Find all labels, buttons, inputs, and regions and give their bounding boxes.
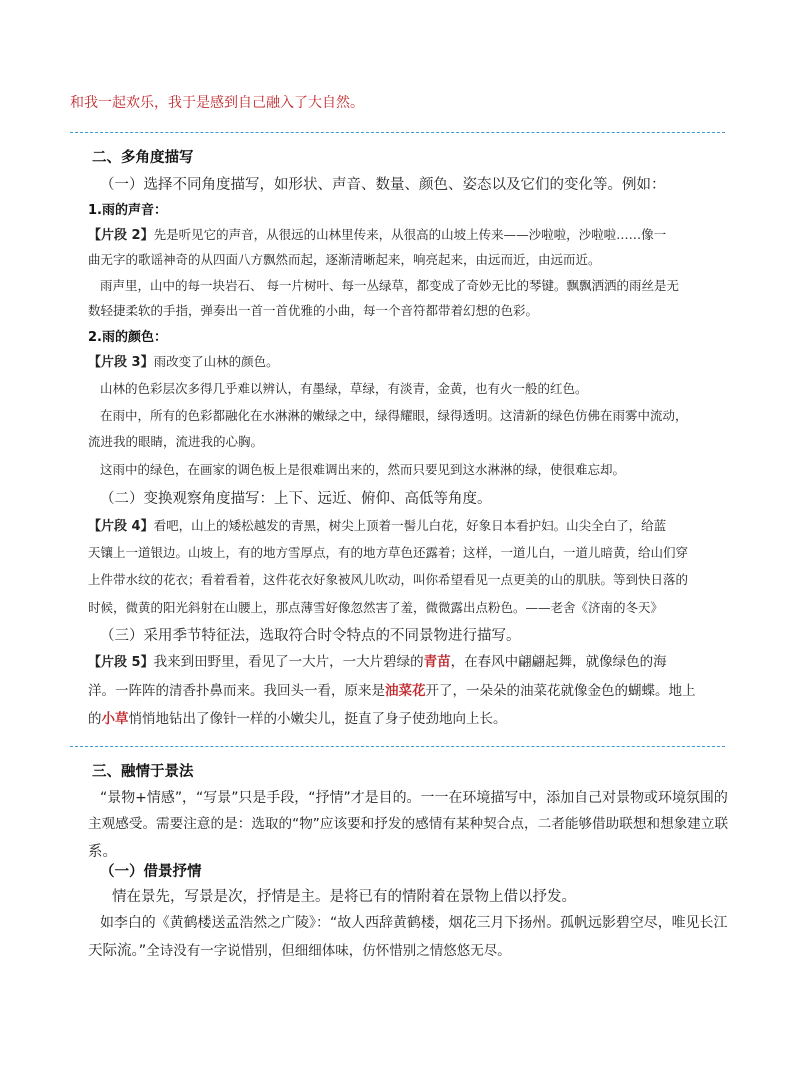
fragment3-line5: 这雨中的绿色，在画家的调色板上是很难调出来的，然而只要见到这水淋淋的绿，使很难忘却。 <box>100 462 626 477</box>
fragment5-line1: 【片段 5】我来到田野里，看见了一大片，一大片碧绿的青苗，在春风中翩翩起舞，就像绿色的海 <box>88 654 667 670</box>
section3-sub1: （一）借景抒情 <box>100 864 202 880</box>
rain-sound-heading: 1.雨的声音： <box>88 203 167 218</box>
section3-heading: 三、融情于景法 <box>92 764 194 780</box>
fragment4-tag: 【片段 4】 <box>88 519 154 534</box>
fragment2-line3: 雨声里，山中的每一块岩石、 每一片树叶、每一丛绿草，都变成了奇妙无比的琴键。飘飘洒洒的雨丝是无 <box>100 278 679 293</box>
fragment3-line4: 流进我的眼睛，流进我的心胸。 <box>88 434 264 449</box>
fragment2-tag: 【片段 2】 <box>88 228 154 243</box>
fragment3-line1: 【片段 3】雨改变了山林的颜色。 <box>88 354 279 370</box>
section3-para3-line1: 如李白的《黄鹤楼送孟浩然之广陵》：“故人西辞黄鹤楼，烟花三月下扬州。孤帆远影碧空尽，唯见长江 <box>100 915 728 931</box>
fragment4-line2: 天镶上一道银边。山坡上，有的地方雪厚点，有的地方草色还露着；这样，一道儿白，一道儿暗黄，给山们穿 <box>88 545 689 560</box>
highlight-youcaihua: 油菜花 <box>385 683 426 699</box>
section2-sub2: （二）变换观察角度描写：上下、远近、俯仰、高低等角度。 <box>100 491 492 507</box>
fragment3-line2: 山林的色彩层次多得几乎难以辨认，有墨绿，草绿，有淡青，金黄，也有火一般的红色。 <box>100 381 588 396</box>
section3-para1-line1: “景物+情感”，“写景”只是手段，“抒情”才是目的。一一在环境描写中，添加自己对景物或环境氛围的 <box>100 790 728 806</box>
fragment3-tag: 【片段 3】 <box>88 355 154 370</box>
highlight-xiaocao: 小草 <box>101 711 129 727</box>
section3-para2: 情在景先，写景是次，抒情是主。是将已有的情附着在景物上借以抒发。 <box>112 889 576 905</box>
section3-para3-line2: 天际流。”全诗没有一字说惜别，但细细体味，仿怀惜别之情悠悠无尽。 <box>88 943 511 959</box>
section2-heading: 二、多角度描写 <box>92 150 194 166</box>
section-divider <box>70 132 725 133</box>
fragment2-line1: 【片段 2】先是听见它的声音，从很远的山林里传来，从很高的山坡上传来——沙啦啦，沙啦啦……像一 <box>88 227 667 243</box>
section3-para1-line3: 系。 <box>88 844 117 860</box>
fragment2-line4: 数轻捷柔软的手指，弹奏出一首一首优雅的小曲，每一个音符都带着幻想的色彩。 <box>88 303 539 318</box>
highlight-qingmiao: 青苗 <box>423 654 451 670</box>
intro-line: 和我一起欢乐，我于是感到自己融入了大自然。 <box>70 95 364 111</box>
rain-color-heading: 2.雨的颜色： <box>88 330 167 345</box>
fragment5-line3: 的小草悄悄地钻出了像针一样的小嫩尖儿，挺直了身子使劲地向上长。 <box>88 711 507 727</box>
fragment4-line1: 【片段 4】看吧，山上的矮松越发的青黑，树尖上顶着一髻儿白花，好象日本看护妇。山尖全白了，给蓝 <box>88 518 667 534</box>
section2-sub3: （三）采用季节特征法，选取符合时令特点的不同景物进行描写。 <box>100 628 521 644</box>
fragment5-line2: 洋。一阵阵的清香扑鼻而来。我回头一看，原来是油菜花开了，一朵朵的油菜花就像金色的蝴蝶。地上 <box>88 683 696 699</box>
section-divider-2 <box>70 746 725 747</box>
fragment4-line3: 上件带水纹的花衣；看着看着，这件花衣好象被风儿吹动，叫你希望看见一点更美的山的肌肤。等到快日落的 <box>88 572 689 587</box>
section2-sub1: （一）选择不同角度描写，如形状、声音、数量、颜色、姿态以及它们的变化等。例如： <box>100 177 666 193</box>
fragment5-tag: 【片段 5】 <box>88 655 154 670</box>
fragment4-line4: 时候，微黄的阳光斜射在山腰上，那点薄雪好像忽然害了羞，微微露出点粉色。——老舍《济南的冬天》 <box>88 600 664 615</box>
fragment2-line2: 曲无字的歌谣神奇的从四面八方飘然而起，逐渐清晰起来，响亮起来，由远而近，由远而近。 <box>88 252 601 267</box>
section3-para1-line2: 主观感受。需要注意的是：选取的“物”应该要和抒发的感情有某种契合点，二者能够借助联想和想象建立联 <box>88 816 729 832</box>
fragment3-line3: 在雨中，所有的色彩都融化在水淋淋的嫩绿之中，绿得耀眼，绿得透明。这清新的绿色仿佛在雨雾中流动， <box>100 408 688 423</box>
